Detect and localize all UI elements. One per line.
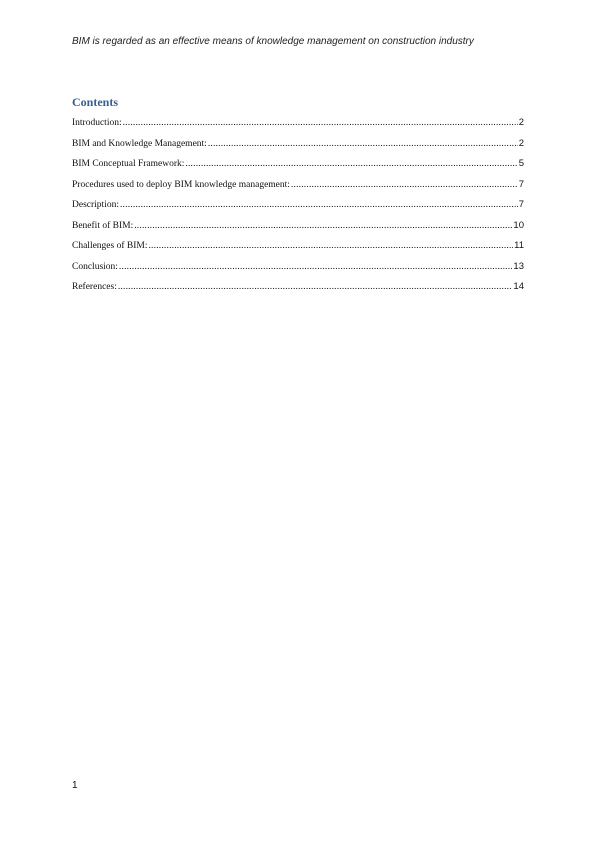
toc-entry-title: Challenges of BIM: (72, 241, 148, 251)
toc-entry-bim-knowledge-management[interactable] (72, 138, 524, 159)
toc-entry-bim-conceptual-framework[interactable] (72, 158, 524, 179)
toc-entry-title: References: (72, 282, 117, 292)
toc-entry-references[interactable] (72, 281, 524, 302)
toc-entry-procedures[interactable] (72, 179, 524, 200)
toc-entry-page: 14 (513, 281, 524, 292)
page-number: 1 (72, 780, 78, 791)
toc-entry-page: 13 (513, 260, 524, 272)
page-header: BIM is regarded as an effective means of knowledge management on construction industry (72, 36, 474, 47)
toc-leader-dots (291, 180, 518, 190)
toc-entry-title: Introduction: (72, 118, 122, 128)
toc-entry-page: 5 (518, 158, 524, 169)
toc-entry-conclusion[interactable] (72, 261, 524, 282)
toc-leader-dots (148, 241, 513, 251)
toc-heading: Contents (72, 95, 119, 109)
toc-leader-dots (185, 159, 517, 169)
toc-entry-title: BIM Conceptual Framework: (72, 159, 185, 169)
toc-leader-dots (208, 139, 518, 149)
toc-entry-page: 2 (518, 137, 524, 149)
toc-entry-page: 7 (518, 178, 524, 190)
table-of-contents (72, 117, 524, 302)
toc-leader-dots (134, 221, 512, 231)
toc-entry-page: 10 (513, 219, 524, 231)
toc-entry-benefit-of-bim[interactable] (72, 220, 524, 241)
toc-leader-dots (119, 262, 513, 272)
toc-entry-description[interactable] (72, 199, 524, 220)
toc-entry-page: 2 (518, 117, 524, 128)
toc-leader-dots (120, 200, 518, 210)
toc-entry-introduction[interactable] (72, 117, 524, 138)
toc-entry-title: Description: (72, 200, 119, 210)
toc-entry-title: Benefit of BIM: (72, 220, 134, 231)
toc-leader-dots (123, 118, 518, 128)
toc-entry-title: Conclusion: (72, 261, 118, 272)
toc-entry-title: BIM and Knowledge Management: (72, 138, 207, 149)
toc-entry-page: 11 (514, 240, 524, 251)
toc-leader-dots (118, 282, 513, 292)
toc-entry-title: Procedures used to deploy BIM knowledge management: (72, 179, 290, 190)
toc-entry-page: 7 (518, 199, 524, 210)
toc-entry-challenges-of-bim[interactable] (72, 240, 524, 261)
